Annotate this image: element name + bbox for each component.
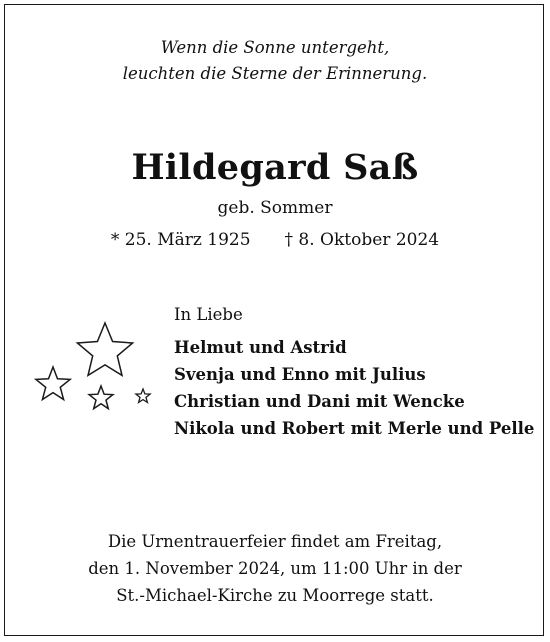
life-dates (0, 228, 550, 252)
list-item: Helmut und Astrid (174, 338, 347, 357)
death-date: † 8. Oktober 2024 (284, 230, 440, 250)
stars-icon (28, 318, 163, 428)
star-middle-icon (89, 386, 113, 409)
star-left-icon (36, 367, 70, 400)
list-item: Nikola und Robert mit Merle und Pelle (174, 419, 535, 438)
quote-line-1: Wenn die Sonne untergeht, (160, 38, 390, 57)
mourners-intro: In Liebe (174, 305, 243, 324)
deceased-name: Hildegard Saß (131, 147, 419, 188)
service-line-3: St.-Michael-Kirche zu Moorrege statt. (116, 586, 434, 605)
quote-line-2: leuchten die Sterne der Erinnerung. (122, 64, 428, 83)
service-line-2: den 1. November 2024, um 11:00 Uhr in der (88, 559, 462, 578)
maiden-name: geb. Sommer (217, 198, 333, 218)
birth-date: * 25. März 1925 (110, 230, 251, 250)
list-item: Christian und Dani mit Wencke (174, 392, 465, 411)
memorial-quote (0, 35, 550, 87)
star-small-icon (136, 389, 150, 402)
service-announcement (0, 528, 550, 609)
mourners-list (174, 334, 534, 442)
list-item: Svenja und Enno mit Julius (174, 365, 426, 384)
star-large-icon (77, 323, 132, 375)
service-line-1: Die Urnentrauerfeier findet am Freitag, (107, 532, 443, 551)
